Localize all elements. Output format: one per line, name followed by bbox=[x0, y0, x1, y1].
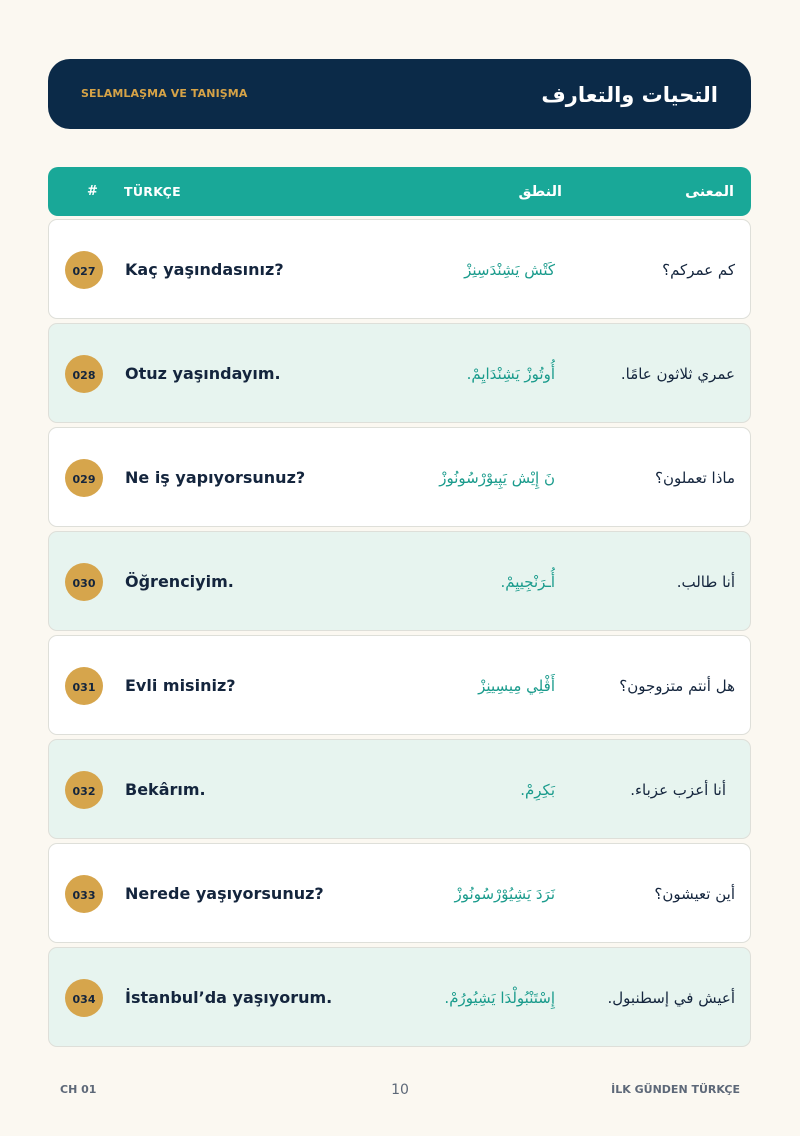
turkish-phrase: Evli misiniz? bbox=[125, 676, 236, 695]
row-number-badge: 029 bbox=[65, 459, 103, 497]
section-header bbox=[48, 59, 751, 129]
table-row bbox=[48, 635, 751, 735]
table-header bbox=[48, 167, 751, 216]
row-number-badge: 027 bbox=[65, 251, 103, 289]
meaning-text: كم عمركم؟ bbox=[662, 261, 735, 279]
column-header-turkish: TÜRKÇE bbox=[124, 184, 181, 199]
turkish-phrase: Ne iş yapıyorsunuz? bbox=[125, 468, 306, 487]
table-row bbox=[48, 947, 751, 1047]
section-title: التحيات والتعارف bbox=[541, 83, 718, 107]
pronunciation-text: بَكِرِمْ. bbox=[520, 781, 555, 799]
row-number-badge: 033 bbox=[65, 875, 103, 913]
section-subtitle: SELAMLAŞMA VE TANIŞMA bbox=[81, 87, 248, 100]
column-header-pronunciation: النطق bbox=[518, 184, 562, 200]
table-row bbox=[48, 843, 751, 943]
turkish-phrase: Nerede yaşıyorsunuz? bbox=[125, 884, 324, 903]
pronunciation-text: إِسْتَنْبُولْدَا يَشِيُورُمْ. bbox=[444, 989, 555, 1007]
meaning-text: أعيش في إسطنبول. bbox=[607, 989, 735, 1007]
meaning-text: أنا طالب. bbox=[676, 573, 735, 591]
table-row bbox=[48, 427, 751, 527]
meaning-text: عمري ثلاثون عامًا. bbox=[620, 365, 735, 383]
meaning-text: ماذا تعملون؟ bbox=[655, 469, 735, 487]
table-row bbox=[48, 323, 751, 423]
row-number-badge: 032 bbox=[65, 771, 103, 809]
book-title: İLK GÜNDEN TÜRKÇE bbox=[611, 1083, 740, 1096]
table-row bbox=[48, 531, 751, 631]
chapter-label: CH 01 bbox=[60, 1083, 97, 1096]
turkish-phrase: İstanbul’da yaşıyorum. bbox=[125, 988, 333, 1007]
turkish-phrase: Otuz yaşındayım. bbox=[125, 364, 281, 383]
meaning-text: هل أنتم متزوجون؟ bbox=[619, 677, 735, 695]
turkish-phrase: Öğrenciyim. bbox=[125, 572, 234, 591]
row-number-badge: 028 bbox=[65, 355, 103, 393]
table-row bbox=[48, 739, 751, 839]
page-number: 10 bbox=[391, 1082, 409, 1098]
pronunciation-text: نَ إِيْش يَپِيوْرْسُونُوزْ bbox=[439, 469, 555, 487]
column-header-number: # bbox=[87, 184, 98, 199]
turkish-phrase: Kaç yaşındasınız? bbox=[125, 260, 284, 279]
pronunciation-text: أُوتُوزْ يَشِنْدَايِمْ. bbox=[466, 365, 555, 383]
row-number-badge: 034 bbox=[65, 979, 103, 1017]
pronunciation-text: أُـرَنْجِييِمْ. bbox=[500, 573, 555, 591]
table-row bbox=[48, 219, 751, 319]
row-number-badge: 030 bbox=[65, 563, 103, 601]
pronunciation-text: أَڤْلِي مِيسِينِزْ bbox=[478, 677, 555, 695]
pronunciation-text: كَتْش يَشِنْدَسِنِزْ bbox=[464, 261, 555, 279]
column-header-meaning: المعنى bbox=[685, 184, 734, 200]
meaning-text: أنا أعزب عزباء. bbox=[630, 781, 726, 799]
turkish-phrase: Bekârım. bbox=[125, 780, 206, 799]
pronunciation-text: نَرَدَ يَشِيُوْرْسُونُوزْ bbox=[454, 885, 555, 903]
row-number-badge: 031 bbox=[65, 667, 103, 705]
meaning-text: أين تعيشون؟ bbox=[654, 885, 735, 903]
